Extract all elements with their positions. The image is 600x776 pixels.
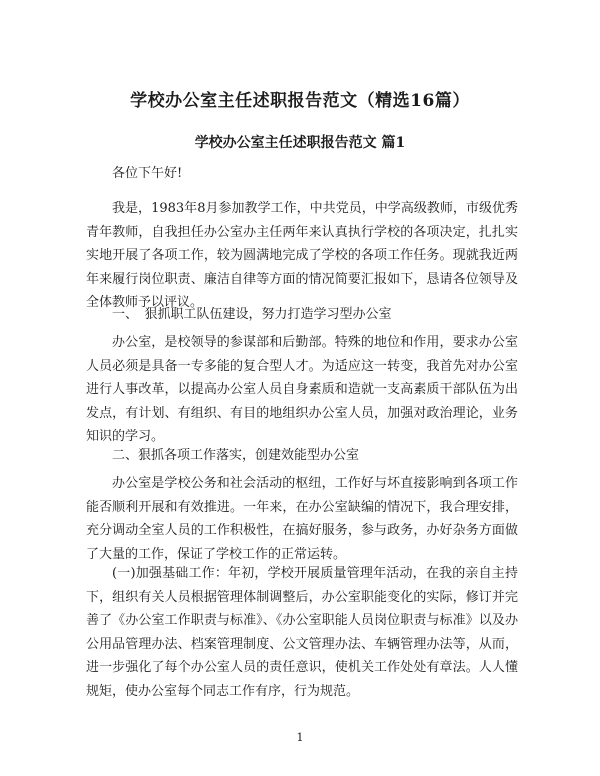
section2-item1-paragraph: (一)加强基础工作：年初，学校开展质量管理年活动，在我的亲自主持下，组织有关人员根据管理体制调整后，办公室职能变化的实际，修订并完善了《办公室工作职责与标准》、《办公室职能人员岗位职责与标准》以及办公用品管理办法、档案管理制度、公文管理办法、车辆管理办法等，从而，进一步强化了每个办公室人员的责任意识，使机关工作处处有章法。人人懂规矩，使办公室每个同志工作有序，行为规范。 [86, 566, 518, 699]
section1-heading: 一、 狠抓职工队伍建设，努力打造学习型办公室 [112, 307, 392, 322]
document-subtitle: 学校办公室主任述职报告范文 篇1 [194, 135, 406, 151]
greeting: 各位下午好! [112, 166, 183, 181]
page-number: 1 [296, 731, 304, 744]
document-title: 学校办公室主任述职报告范文（精选16篇） [130, 91, 470, 111]
section2-heading: 二、狠抓各项工作落实，创建效能型办公室 [112, 448, 360, 463]
section2-paragraph: 办公室是学校公务和社会活动的枢纽，工作好与坏直接影响到各项工作能否顺利开展和有效推进。一年来，在办公室缺编的情况下，我合理安排，充分调动全室人员的工作积极性，在搞好服务，参与政务，办好杂务方面做了大量的工作，保证了学校工作的正常运转。 [86, 476, 518, 562]
section1-paragraph: 办公室，是校领导的参谋部和后勤部。特殊的地位和作用，要求办公室人员必须是具备一专多能的复合型人才。为适应这一转变，我首先对办公室进行人事改革，以提高办公室人员自身素质和造就一支高素质干部队伍为出发点，有计划、有组织、有目的地组织办公室人员，加强对政治理论，业务知识的学习。 [86, 335, 518, 444]
intro-paragraph: 我是，1983年8月参加教学工作，中共党员，中学高级教师，市级优秀青年教师，自我担任办公室办主任两年来认真执行学校的各项决定，扎扎实实地开展了各项工作，较为圆满地完成了学校的各项工作任务。现就我近两年来履行岗位职责、廉洁自律等方面的情况简要汇报如下，恳请各位领导及全体教师予以评议。 [86, 201, 518, 310]
